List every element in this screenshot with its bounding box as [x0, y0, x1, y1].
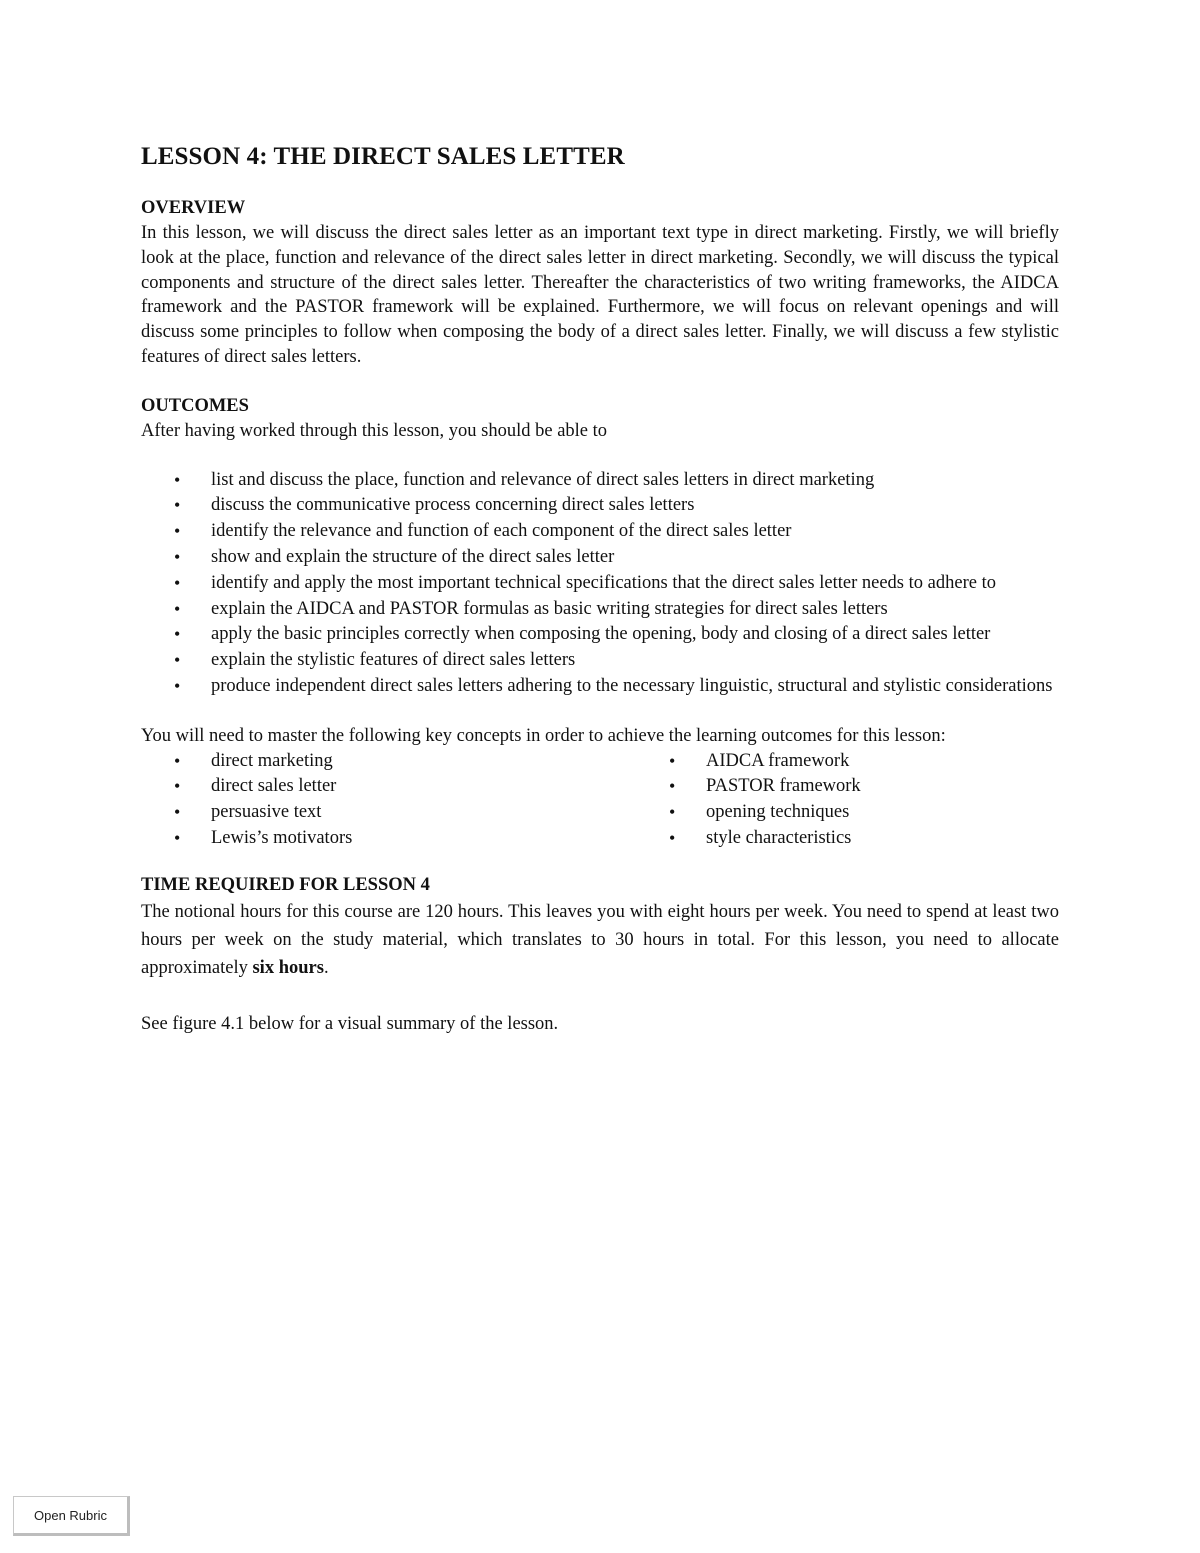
page-title: LESSON 4: THE DIRECT SALES LETTER [141, 143, 625, 170]
key-concept-item: • persuasive text [141, 800, 636, 826]
open-rubric-label: Open Rubric [34, 1507, 107, 1523]
key-concept-item: • direct marketing [141, 749, 636, 775]
key-concept-item: • Lewis’s motivators [141, 826, 636, 852]
outcomes-list [141, 468, 1059, 700]
outcome-item: • identify and apply the most important technical specifications that the direct sales letter needs to adhere to [141, 571, 1059, 597]
time-required-heading: TIME REQUIRED FOR LESSON 4 [141, 874, 430, 895]
outcome-item: • produce independent direct sales letters adhering to the necessary linguistic, structural and stylistic considerations [141, 674, 1059, 700]
time-required-section [141, 873, 1059, 982]
overview-text: In this lesson, we will discuss the direct sales letter as an important text type in direct marketing. Firstly, we will briefly look at the place, function and relevance of the direct sales letter in direct marketing. Secondly, we will discuss the typical components and structure of the direct sales letter. Thereafter the characteristics of two writing frameworks, the AIDCA framework and the PASTOR framework will be explained. Furthermore, we will focus on relevant openings and will discuss some principles to follow when composing the body of a direct sales letter. Finally, we will discuss a few stylistic features of direct sales letters. [141, 223, 1059, 367]
time-required-text-start: The notional hours for this course are 120 hours. This leaves you with eight hours per week. You need to spend at least two hours per week on the study material, which translates to 30 hours in total. For this lesson, you need to allocate approximately [141, 901, 1059, 978]
outcomes-intro: After having worked through this lesson, you should be able to [141, 420, 608, 441]
key-concepts-left-list [141, 749, 636, 852]
time-required-text [141, 898, 1059, 982]
key-concept-item: • PASTOR framework [636, 774, 1059, 800]
outcome-item: • explain the AIDCA and PASTOR formulas as basic writing strategies for direct sales letters [141, 597, 1059, 623]
open-rubric-button[interactable] [13, 1496, 130, 1536]
outcome-item: • apply the basic principles correctly when composing the opening, body and closing of a direct sales letter [141, 622, 1059, 648]
document-page [141, 140, 1059, 1037]
key-concept-item: • opening techniques [636, 800, 1059, 826]
figure-note: See figure 4.1 below for a visual summary of the lesson. [141, 1013, 559, 1034]
key-concepts-intro: You will need to master the following key concepts in order to achieve the learning outcomes for this lesson: [141, 725, 946, 746]
key-concepts-section [141, 724, 1059, 852]
outcome-item: • explain the stylistic features of direct sales letters [141, 648, 1059, 674]
outcome-item: • list and discuss the place, function and relevance of direct sales letters in direct marketing [141, 468, 1059, 494]
time-required-hours: six hours [252, 957, 324, 978]
key-concepts-right-list [636, 749, 1059, 852]
outcomes-section [141, 394, 1059, 700]
key-concept-item: • style characteristics [636, 826, 1059, 852]
key-concept-item: • direct sales letter [141, 774, 636, 800]
overview-section [141, 196, 1059, 370]
outcome-item: • discuss the communicative process concerning direct sales letters [141, 493, 1059, 519]
time-required-text-end: . [323, 957, 329, 978]
outcome-item: • show and explain the structure of the direct sales letter [141, 545, 1059, 571]
overview-heading: OVERVIEW [141, 198, 246, 218]
key-concepts-columns [141, 749, 1059, 852]
outcomes-heading: OUTCOMES [141, 395, 249, 416]
outcome-item: • identify the relevance and function of each component of the direct sales letter [141, 519, 1059, 545]
key-concept-item: • AIDCA framework [636, 749, 1059, 775]
